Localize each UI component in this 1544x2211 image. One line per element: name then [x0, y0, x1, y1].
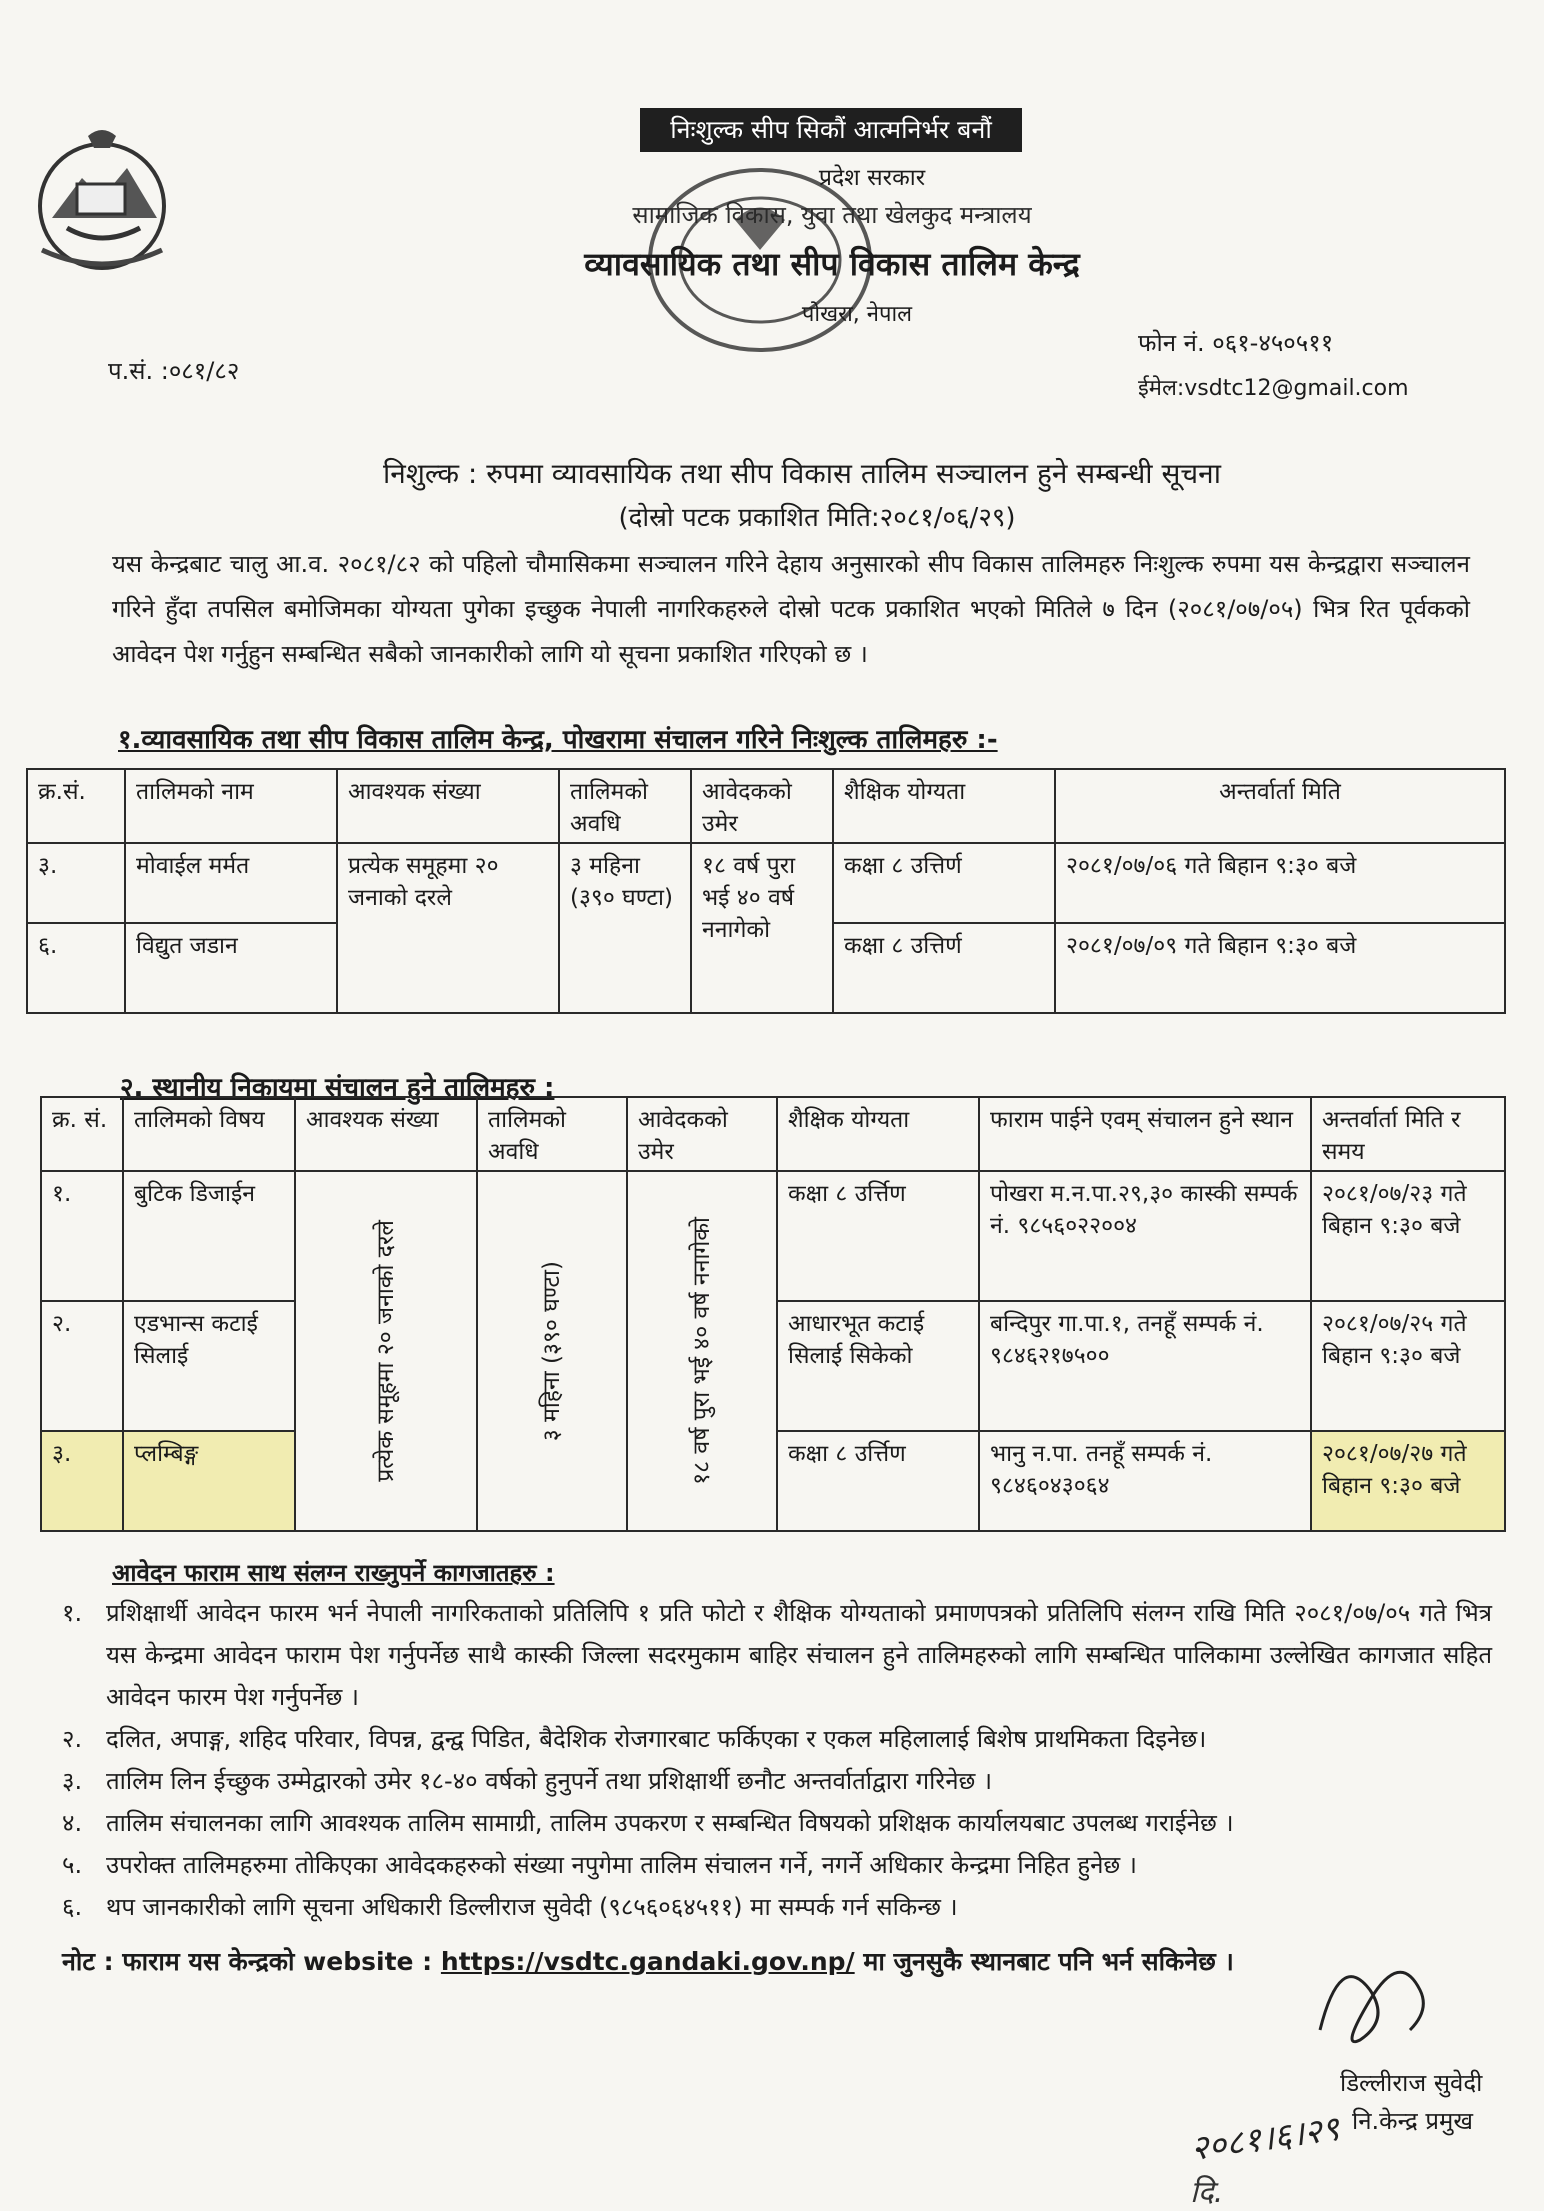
interview-date: २०८१/०७/२५ गते बिहान ९:३० बजे [1311, 1301, 1505, 1431]
item-text: दलित, अपाङ्ग, शहिद परिवार, विपन्न, द्वन्द्व पिडित, बैदेशिक रोजगारबाट फर्किएका र एकल महिलालाई बिशेष प्राथमिकता दिइनेछ। [106, 1725, 1207, 1753]
item-number: ६. [62, 1893, 83, 1921]
form-location: भानु न.पा. तनहूँ सम्पर्क नं. ९८४६०४३०६४ [979, 1431, 1311, 1531]
applicant-age: १८ वर्ष पुरा भई ४० वर्ष ननागेको [689, 1217, 715, 1485]
col-header: तालिमको अवधि [477, 1097, 627, 1171]
col-header: फाराम पाईने एवम् संचालन हुने स्थान [979, 1097, 1311, 1171]
education-qualification: कक्षा ८ उर्त्तिण [777, 1171, 979, 1301]
education-qualification: कक्षा ८ उत्तिर्ण [833, 843, 1055, 923]
col-header: आवेदकको उमेर [627, 1097, 777, 1171]
notice-subtitle: (दोस्रो पटक प्रकाशित मिति:२०८१/०६/२९) [618, 503, 1016, 533]
note-line [62, 1944, 1234, 1978]
website-link[interactable]: https://vsdtc.gandaki.gov.np/ [440, 1947, 855, 1976]
training-duration: ३ महिना (३९० घण्टा) [539, 1260, 565, 1442]
serial-number: १. [41, 1171, 123, 1301]
phone-number: फोन नं. ०६१-४५०५११ [1138, 329, 1334, 357]
signature-scribble [1300, 1930, 1460, 2060]
list-item [62, 1592, 1492, 1718]
item-text: थप जानकारीको लागि सूचना अधिकारी डिल्लीराज सुवेदी (९८५६०६४५११) मा सम्पर्क गर्न सकिन्छ । [106, 1893, 958, 1921]
item-number: १. [62, 1599, 83, 1627]
col-header: तालिमको नाम [125, 769, 337, 843]
list-item [62, 1718, 1492, 1760]
notice-title: निशुल्क : रुपमा व्यावसायिक तथा सीप विकास तालिम सञ्चालन हुने सम्बन्धी सूचना [383, 457, 1221, 490]
center-location: पोखरा, नेपाल [801, 302, 913, 327]
col-header: शैक्षिक योग्यता [833, 769, 1055, 843]
serial-number: ३. [27, 843, 125, 923]
note-tail: मा जुनसुकै स्थानबाट पनि भर्न सकिनेछ । [863, 1947, 1234, 1976]
item-text: तालिम लिन ईच्छुक उम्मेद्वारको उमेर १८-४० वर्षको हुनुपर्ने तथा प्रशिक्षार्थी छनौट अन्तर्वार्ताद्वारा गरिनेछ । [106, 1767, 993, 1795]
serial-number: २. [41, 1301, 123, 1431]
col-header: अन्तर्वार्ता मिति [1055, 769, 1505, 843]
interview-date: २०८१/०७/२७ गते बिहान ९:३० बजे [1311, 1431, 1505, 1531]
section-1-table [26, 768, 1506, 1014]
applicant-age: १८ वर्ष पुरा भई ४० वर्ष ननागेको [691, 843, 833, 1013]
ministry-name: सामाजिक विकास, युवा तथा खेलकुद मन्त्रालय [632, 201, 1032, 229]
training-subject: एडभान्स कटाई सिलाई [123, 1301, 295, 1431]
table-header-row [41, 1097, 1505, 1171]
slogan-banner: निःशुल्क सीप सिकौं आत्मनिर्भर बनौं [640, 108, 1022, 152]
email-address: ईमेल:vsdtc12@gmail.com [1138, 376, 1409, 401]
list-item [62, 1802, 1492, 1844]
education-qualification: कक्षा ८ उर्त्तिण [777, 1431, 979, 1531]
website-label: website : [303, 1947, 433, 1976]
handwritten-date: २०८१।६।२९ [1188, 2108, 1342, 2170]
col-header: तालिमको विषय [123, 1097, 295, 1171]
item-number: २. [62, 1725, 83, 1753]
training-name: मोवाईल मर्मत [125, 843, 337, 923]
col-header: तालिमको अवधि [559, 769, 691, 843]
signatory-title: नि.केन्द्र प्रमुख [1352, 2107, 1474, 2135]
signatory-name: डिल्लीराज सुवेदी [1340, 2069, 1483, 2097]
col-header: आवश्यक संख्या [337, 769, 559, 843]
training-duration: ३ महिना (३९० घण्टा) [559, 843, 691, 1013]
province-government: प्रदेश सरकार [818, 165, 926, 191]
reference-number: प.सं. :०८१/८२ [108, 357, 240, 385]
list-item [62, 1844, 1492, 1886]
interview-date: २०८१/०७/२३ गते बिहान ९:३० बजे [1311, 1171, 1505, 1301]
training-subject: प्लम्बिङ्ग [123, 1431, 295, 1531]
table-header-row [27, 769, 1505, 843]
item-text: उपरोक्त तालिमहरुमा तोकिएका आवेदकहरुको संख्या नपुगेमा तालिम संचालन गर्ने, नगर्ने अधिकार केन्द्रमा निहित हुनेछ । [106, 1851, 1137, 1879]
required-count: प्रत्येक समूहमा २० जनाको दरले [373, 1220, 399, 1482]
education-qualification: कक्षा ८ उत्तिर्ण [833, 923, 1055, 1013]
list-item [62, 1886, 1492, 1928]
table-row [27, 843, 1505, 923]
serial-number: ३. [41, 1431, 123, 1531]
documents-list [62, 1592, 1492, 1928]
item-number: ३. [62, 1767, 83, 1795]
item-number: ४. [62, 1809, 83, 1837]
item-text: तालिम संचालनका लागि आवश्यक तालिम सामाग्री, तालिम उपकरण र सम्बन्धित विषयको प्रशिक्षक कार्यालयबाट उपलब्ध गराईनेछ । [106, 1809, 1234, 1837]
notice-body: यस केन्द्रबाट चालु आ.व. २०८१/८२ को पहिलो चौमासिकमा सञ्चालन गरिने देहाय अनुसारको सीप विकास तालिमहरु निःशुल्क रुपमा यस केन्द्रद्वारा सञ्चालन गरिने हुँदा तपसिल बमोजिमका योग्यता पुगेका इच्छुक नेपाली नागरिकहरुले दोस्रो पटक प्रकाशित भएको मितिले ७ दिन (२०८१/०७/०५) भित्र रित पूर्वकको आवेदन पेश गर्नुहुन सम्बन्धित सबैको जानकारीको लागि यो सूचना प्रकाशित गरिएको छ । [112, 550, 1470, 668]
col-header: क्र.सं. [27, 769, 125, 843]
form-location: पोखरा म.न.पा.२९,३० कास्की सम्पर्क नं. ९८५६०२२००४ [979, 1171, 1311, 1301]
section-2-heading: २. स्थानीय निकायमा संचालन हुने तालिमहरु : [120, 1073, 555, 1103]
col-header: अन्तर्वार्ता मिति र समय [1311, 1097, 1505, 1171]
list-item [62, 1760, 1492, 1802]
education-qualification: आधारभूत कटाई सिलाई सिकेको [777, 1301, 979, 1431]
handwritten-initials: दि. [1190, 2175, 1224, 2210]
form-location: बन्दिपुर गा.पा.१, तनहूँ सम्पर्क नं. ९८४६२१७५०० [979, 1301, 1311, 1431]
training-subject: बुटिक डिजाईन [123, 1171, 295, 1301]
col-header: क्र. सं. [41, 1097, 123, 1171]
item-number: ५. [62, 1851, 83, 1879]
center-name: व्यावसायिक तथा सीप विकास तालिम केन्द्र [584, 245, 1080, 283]
documents-heading: आवेदन फाराम साथ संलग्न राख्नुपर्ने कागजातहरु : [112, 1559, 555, 1587]
table-row [41, 1171, 1505, 1301]
col-header: आवश्यक संख्या [295, 1097, 477, 1171]
note-label: नोट : फाराम यस केन्द्रको [62, 1947, 295, 1976]
col-header: आवेदकको उमेर [691, 769, 833, 843]
col-header: शैक्षिक योग्यता [777, 1097, 979, 1171]
training-name: विद्युत जडान [125, 923, 337, 1013]
interview-date: २०८१/०७/०६ गते बिहान ९:३० बजे [1055, 843, 1505, 923]
required-count: प्रत्येक समूहमा २० जनाको दरले [337, 843, 559, 1013]
section-2-table [40, 1096, 1506, 1532]
section-1-heading: १.व्यावसायिक तथा सीप विकास तालिम केन्द्र, पोखरामा संचालन गरिने निःशुल्क तालिमहरु :- [118, 725, 998, 755]
interview-date: २०८१/०७/०९ गते बिहान ९:३० बजे [1055, 923, 1505, 1013]
item-text: प्रशिक्षार्थी आवेदन फारम भर्न नेपाली नागरिकताको प्रतिलिपि १ प्रति फोटो र शैक्षिक योग्यताको प्रमाणपत्रको प्रतिलिपि संलग्न राखि मिति २०८१/०७/०५ गते भित्र यस केन्द्रमा आवेदन फाराम पेश गर्नुपर्नेछ साथै कास्की जिल्ला सदरमुकाम बाहिर संचालन हुने तालिमहरुको लागि सम्बन्धित पालिकामा उल्लेखित कागजात सहित आवेदन फारम पेश गर्नुपर्नेछ । [106, 1599, 1492, 1711]
serial-number: ६. [27, 923, 125, 1013]
